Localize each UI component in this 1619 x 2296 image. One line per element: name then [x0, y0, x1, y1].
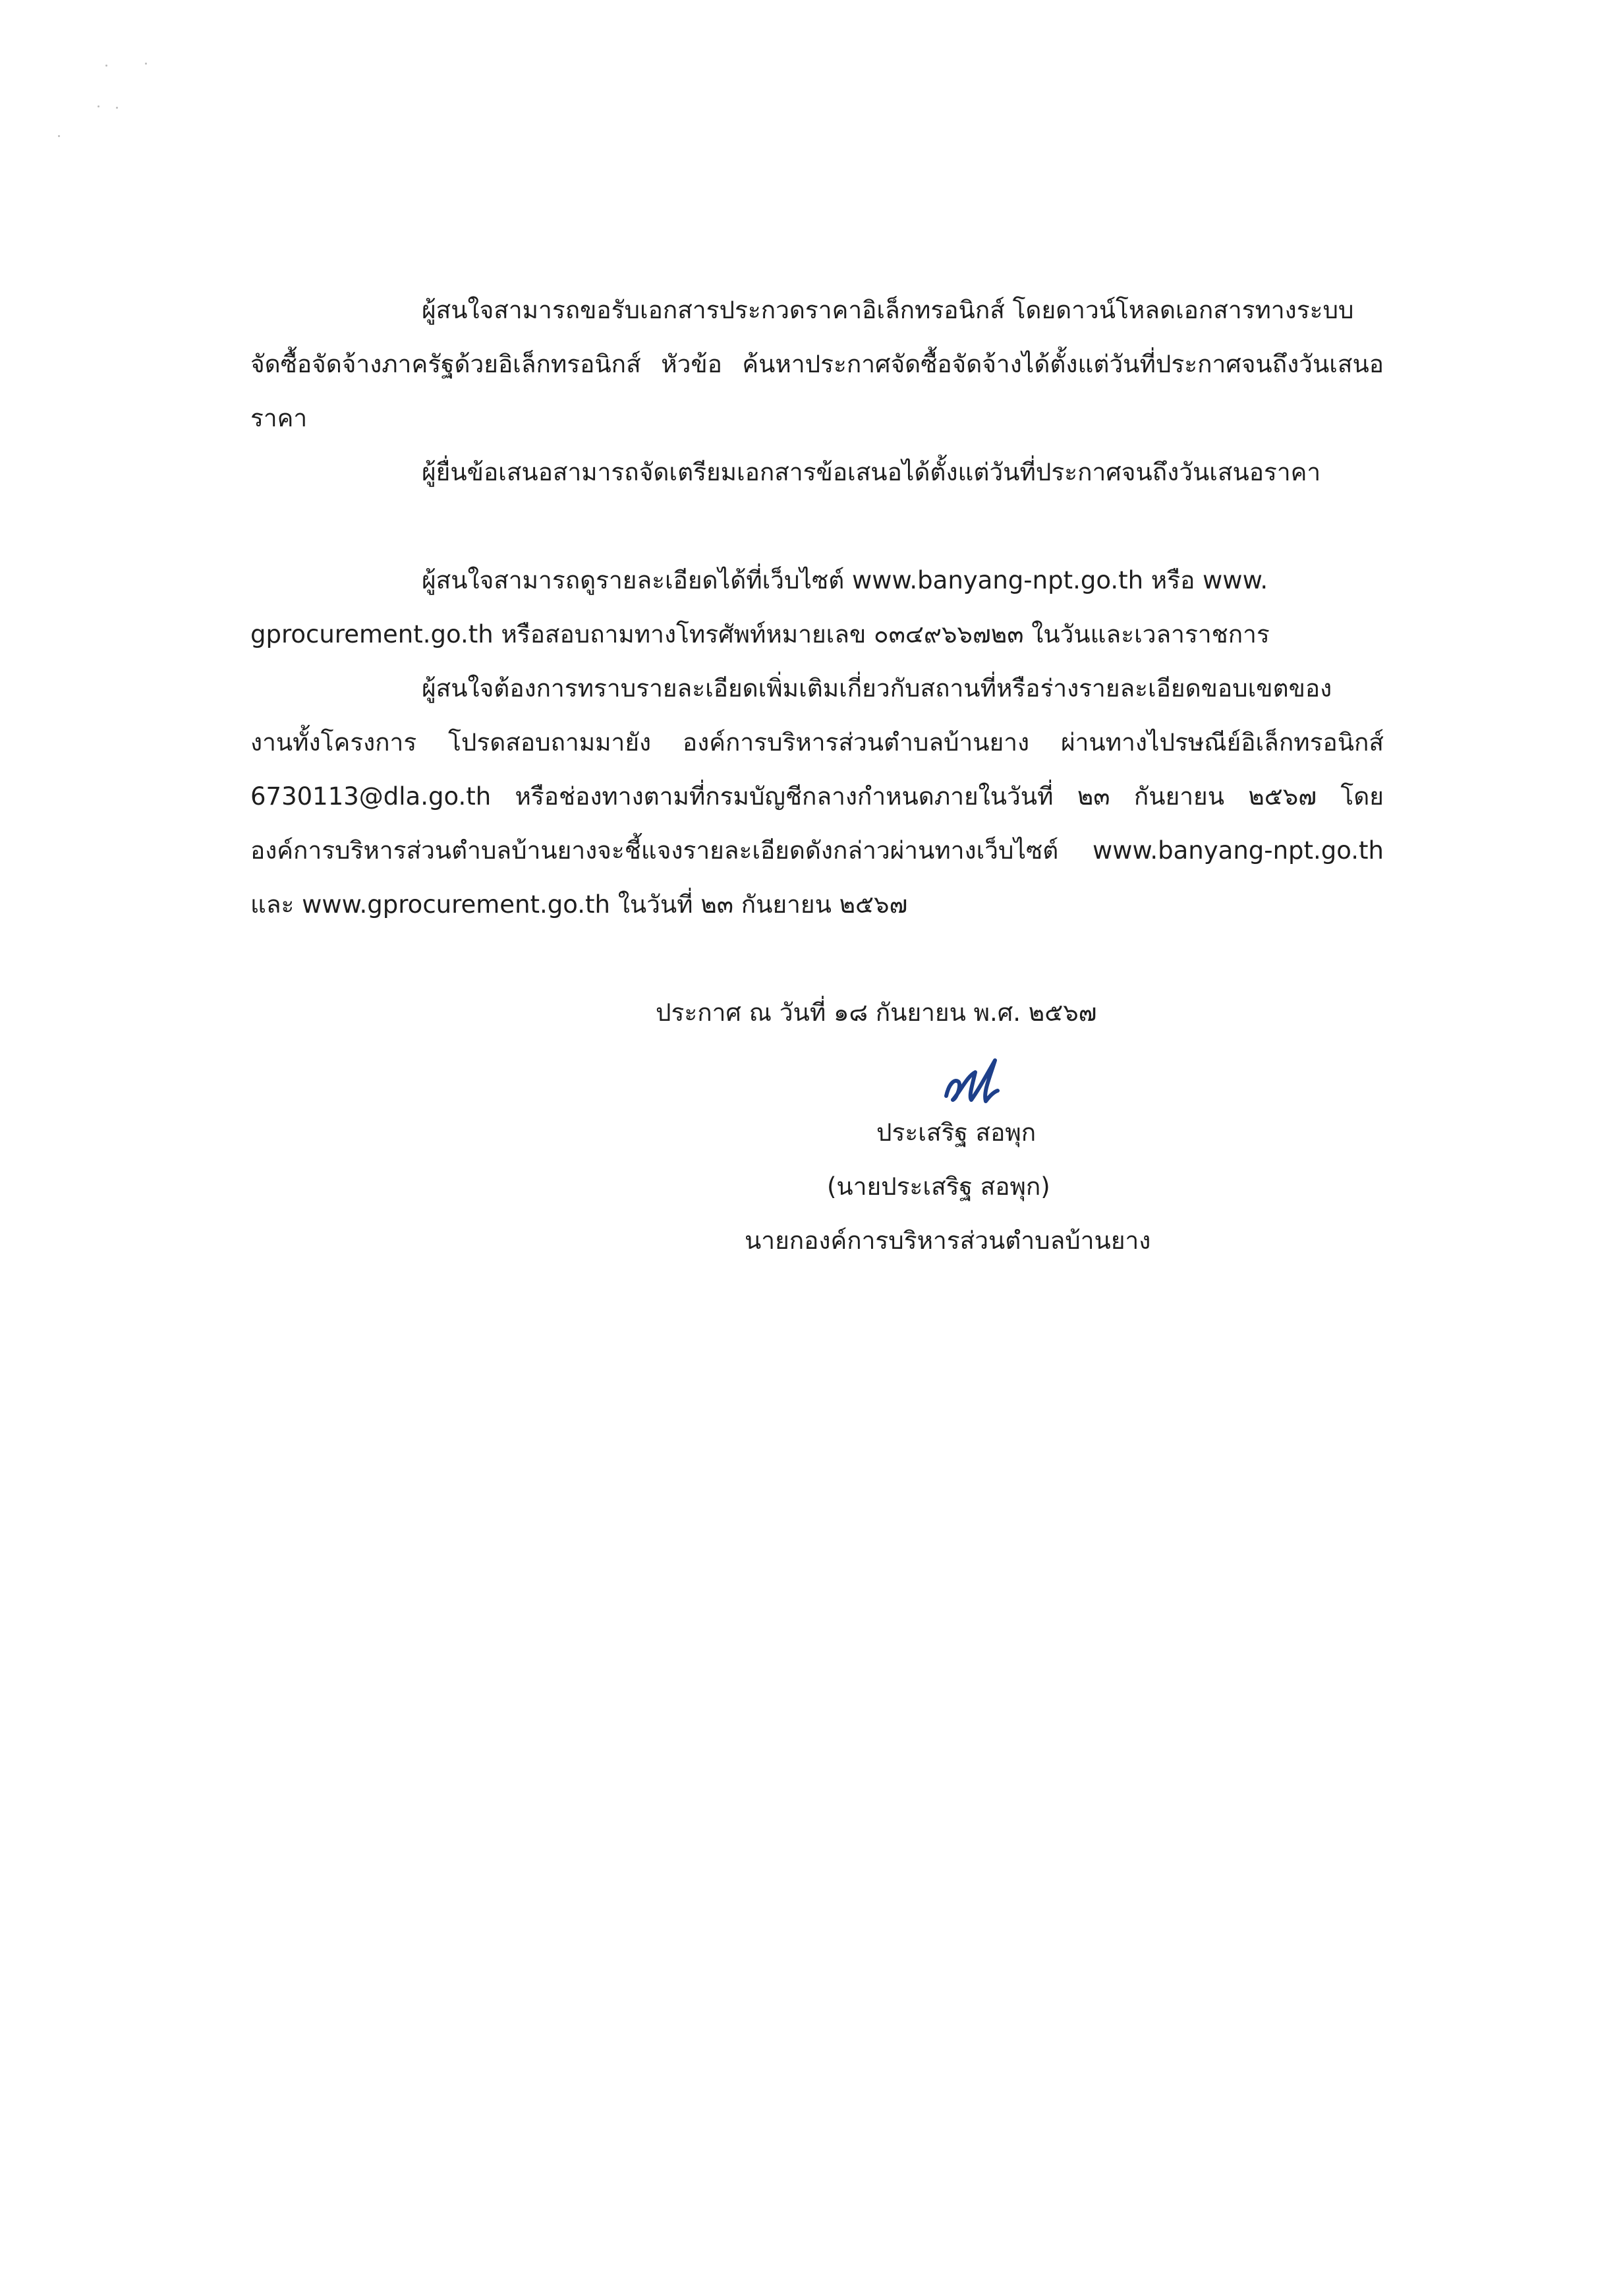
paragraph-4-line-2: งานทั้งโครงการ โปรดสอบถามมายัง องค์การบริหารส่วนตำบลบ้านยาง ผ่านทางไปรษณีย์อิเล็กทรอนิกส์ [250, 728, 1384, 757]
scan-speck [98, 105, 99, 107]
paragraph-1-line-2: จัดซื้อจัดจ้างภาครัฐด้วยอิเล็กทรอนิกส์ หัวข้อ ค้นหาประกาศจัดซื้อจัดจ้างได้ตั้งแต่วันที่ประกาศจนถึงวันเสนอ [250, 350, 1384, 378]
paragraph-3-line-1: ผู้สนใจสามารถดูรายละเอียดได้ที่เว็บไซต์ www.banyang-npt.go.th หรือ www. [422, 566, 1268, 594]
paragraph-4-line-3: 6730113@dla.go.th หรือช่องทางตามที่กรมบัญชีกลางกำหนดภายในวันที่ ๒๓ กันยายน ๒๕๖๗ โดย [250, 782, 1384, 811]
scan-speck [105, 65, 107, 67]
paragraph-1-line-3: ราคา [250, 404, 308, 432]
scan-speck [58, 135, 60, 137]
handwritten-signature [934, 1045, 1007, 1117]
paragraph-4-line-5: และ www.gprocurement.go.th ในวันที่ ๒๓ กันยายน ๒๕๖๗ [250, 890, 908, 919]
signer-title: นายกองค์การบริหารส่วนตำบลบ้านยาง [745, 1226, 1151, 1255]
paragraph-3-line-2: gprocurement.go.th หรือสอบถามทางโทรศัพท์หมายเลข ๐๓๔๙๖๖๗๒๓ ในวันและเวลาราชการ [250, 620, 1270, 648]
signer-name: ประเสริฐ สอพุก [876, 1118, 1037, 1147]
scan-speck [145, 63, 147, 65]
paragraph-4-line-4: องค์การบริหารส่วนตำบลบ้านยางจะชี้แจงรายละเอียดดังกล่าวผ่านทางเว็บไซต์ www.banyang-npt.go.th [250, 836, 1384, 865]
signer-full-name: (นายประเสริฐ สอพุก) [827, 1172, 1050, 1201]
paragraph-2-line-1: ผู้ยื่นข้อเสนอสามารถจัดเตรียมเอกสารข้อเสนอได้ตั้งแต่วันที่ประกาศจนถึงวันเสนอราคา [422, 458, 1321, 486]
announcement-date: ประกาศ ณ วันที่ ๑๘ กันยายน พ.ศ. ๒๕๖๗ [656, 998, 1097, 1027]
paragraph-1-line-1: ผู้สนใจสามารถขอรับเอกสารประกวดราคาอิเล็กทรอนิกส์ โดยดาวน์โหลดเอกสารทางระบบ [422, 296, 1354, 324]
scan-speck [116, 107, 118, 109]
paragraph-4-line-1: ผู้สนใจต้องการทราบรายละเอียดเพิ่มเติมเกี่ยวกับสถานที่หรือร่างรายละเอียดขอบเขตของ [422, 674, 1332, 703]
